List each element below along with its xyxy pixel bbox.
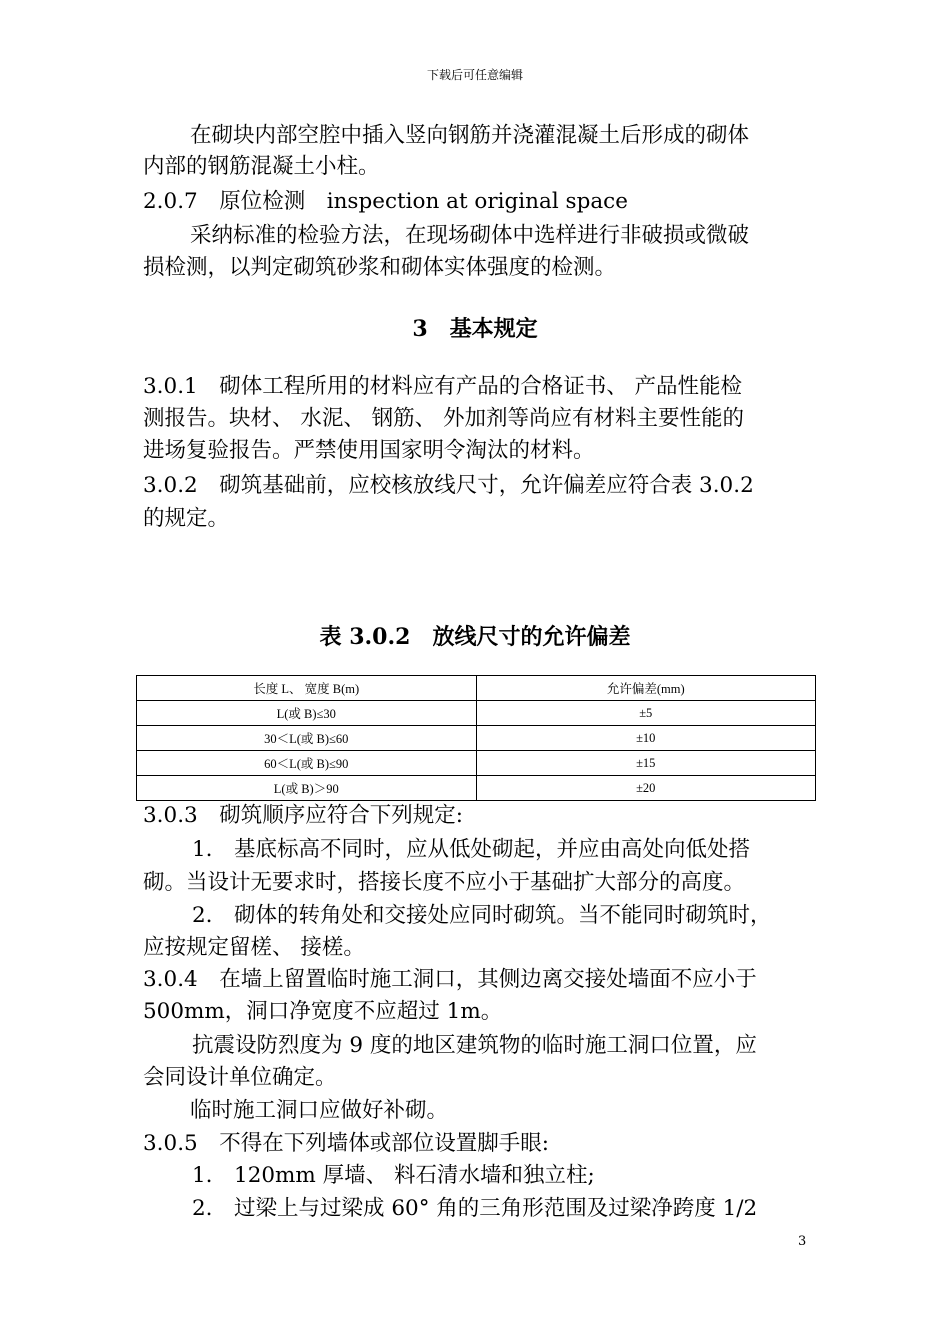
table-row — [137, 751, 816, 776]
body-line: 500mm，洞口净宽度不应超过 1m。 — [143, 999, 503, 1024]
table-cell: ±10 — [476, 726, 816, 751]
tolerance-table — [136, 675, 816, 801]
table-cell: ±20 — [476, 776, 816, 801]
body-line: 损检测，以判定砌筑砂浆和砌体实体强度的检测。 — [143, 255, 617, 280]
table-title: 表 3.0.2 放线尺寸的允许偏差 — [319, 624, 631, 650]
body-line: 测报告。块材、 水泥、 钢筋、 外加剂等尚应有材料主要性能的 — [143, 406, 745, 431]
table-header-cell: 长度 L、 宽度 B(m) — [137, 676, 477, 701]
table-header-row — [137, 676, 816, 701]
list-item: 2. 过梁上与过梁成 60° 角的三角形范围及过梁净跨度 1/2 — [192, 1196, 758, 1221]
list-item: 2. 砌体的转角处和交接处应同时砌筑。当不能同时砌筑时， — [192, 903, 772, 928]
clause-3-0-5: 3.0.5 不得在下列墙体或部位设置脚手眼: — [143, 1131, 549, 1156]
clause-3-0-4: 3.0.4 在墙上留置临时施工洞口，其侧边离交接处墙面不应小于 — [143, 967, 757, 992]
table-row — [137, 726, 816, 751]
clause-3-0-1: 3.0.1 砌体工程所用的材料应有产品的合格证书、 产品性能检 — [143, 374, 743, 399]
table-cell: ±15 — [476, 751, 816, 776]
body-line: 在砌块内部空腔中插入竖向钢筋并浇灌混凝土后形成的砌体 — [190, 123, 750, 148]
body-line: 内部的钢筋混凝土小柱。 — [143, 154, 380, 179]
body-line: 会同设计单位确定。 — [143, 1065, 337, 1090]
table-row — [137, 701, 816, 726]
table-cell: L(或 B)＞90 — [137, 776, 477, 801]
body-line: 采纳标准的检验方法，在现场砌体中选样进行非破损或微破 — [190, 223, 750, 248]
page-header: 下载后可任意编辑 — [426, 68, 523, 82]
body-line: 砌。当设计无要求时，搭接长度不应小于基础扩大部分的高度。 — [143, 870, 746, 895]
clause-2-0-7: 2.0.7 原位检测 inspection at original space — [143, 189, 628, 214]
body-line: 应按规定留槎、 接槎。 — [143, 935, 365, 960]
table-header-cell: 允许偏差(mm) — [476, 676, 816, 701]
table-cell: ±5 — [476, 701, 816, 726]
body-line: 抗震设防烈度为 9 度的地区建筑物的临时施工洞口位置，应 — [192, 1033, 757, 1058]
list-item: 1. 120mm 厚墙、 料石清水墙和独立柱; — [192, 1163, 595, 1188]
clause-3-0-2: 3.0.2 砌筑基础前，应校核放线尺寸，允许偏差应符合表 3.0.2 — [143, 473, 754, 498]
list-item: 1. 基底标高不同时，应从低处砌起，并应由高处向低处搭 — [192, 837, 751, 862]
body-line: 临时施工洞口应做好补砌。 — [190, 1098, 449, 1123]
table-cell: 30＜L(或 B)≤60 — [137, 726, 477, 751]
table-cell: L(或 B)≤30 — [137, 701, 477, 726]
section-heading: 3 基本规定 — [412, 316, 538, 342]
table-row — [137, 776, 816, 801]
clause-3-0-3: 3.0.3 砌筑顺序应符合下列规定: — [143, 803, 463, 828]
body-line: 的规定。 — [143, 506, 230, 531]
body-line: 进场复验报告。严禁使用国家明令淘汰的材料。 — [143, 438, 595, 463]
table-cell: 60＜L(或 B)≤90 — [137, 751, 477, 776]
page-number: 3 — [798, 1234, 807, 1249]
